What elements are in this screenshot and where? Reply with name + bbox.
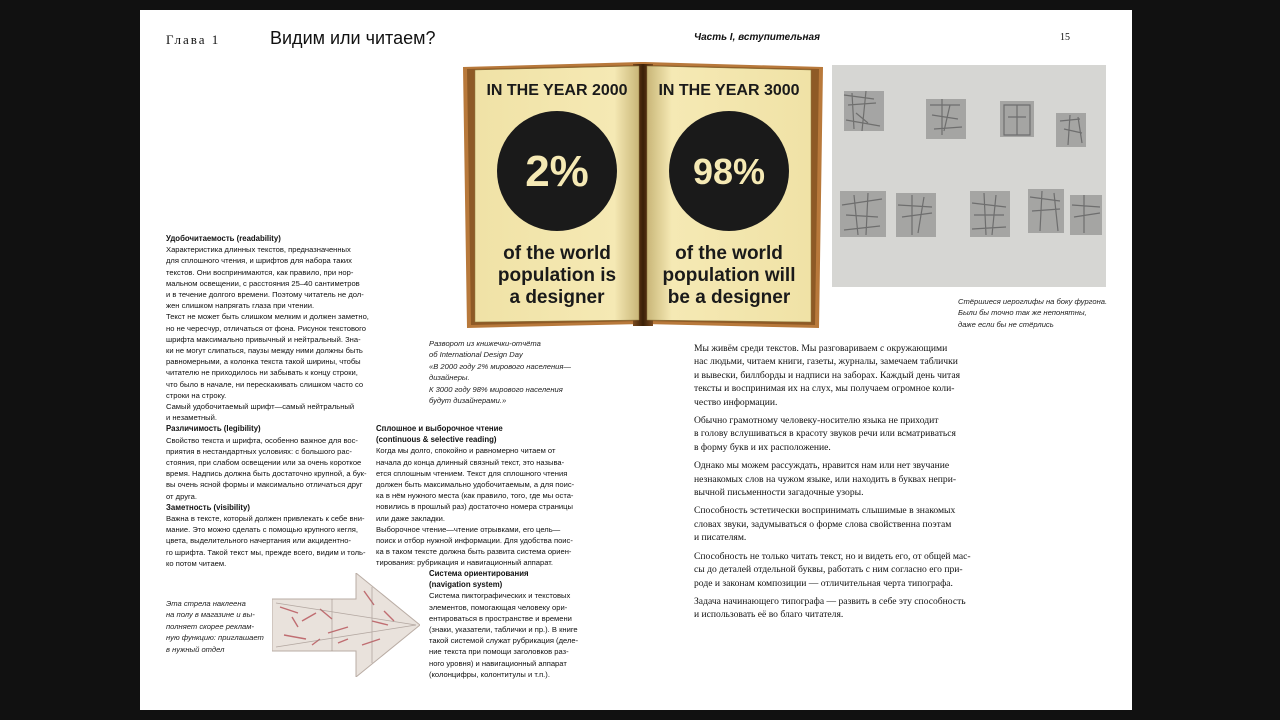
readability-line: строки на строку. [166, 390, 227, 400]
glossary-left-column [166, 233, 376, 569]
navigation-line: ние текста при помощи заголовков раз- [429, 647, 569, 657]
text-line: в форму букв и их расположение. [694, 441, 831, 453]
readability-line: жен слишком напрягать глаза при чтении. [166, 301, 315, 311]
text-line: роде и законам композиции — отличительная черта типографа. [694, 577, 953, 589]
text-line: словах звуки, задумываться о форме слова свойственна поэтам [694, 518, 952, 530]
left-percent: 2% [525, 147, 589, 196]
right-line-2: population will [662, 265, 796, 286]
arrow-caption [166, 598, 264, 655]
reading-heading: (continuous & selective reading) [376, 435, 497, 445]
caption-line: даже если бы не стёрлись [958, 319, 1054, 329]
left-line-1: of the world [503, 243, 611, 264]
main-paragraph [694, 504, 1004, 544]
floor-arrow-image [272, 573, 420, 677]
reading-line: должен быть максимально удобочитаемым, а для поис- [376, 480, 575, 490]
page-number: 15 [1060, 32, 1070, 43]
readability-line: читателю не приходилось ни забывать к концу строки, [166, 368, 358, 378]
legibility-line: Свойство текста и шрифта, особенно важное для вос- [166, 435, 358, 445]
legibility-line: приятия в нестандартных условиях: с большого рас- [166, 446, 352, 456]
text-line: и писателям. [694, 532, 747, 544]
text-line: чество информации. [694, 396, 778, 408]
text-line: нас людьми, читаем книги, газеты, журналы, замечаем таблички [694, 356, 958, 368]
readability-line: Характеристика длинных текстов, предназначенных [166, 245, 351, 255]
photo-caption [958, 296, 1107, 330]
reading-line: или даже закладки. [376, 513, 445, 523]
navigation-line: ного уровня) и навигационный аппарат [429, 658, 567, 668]
navigation-system-note [429, 568, 599, 680]
caption-line: Стёршиеся иероглифы на боку фургона. [958, 297, 1108, 306]
navigation-line: ентироваться в пространстве и времени [429, 613, 572, 623]
navigation-line: (знаки, указатели, таблички и пр.). В книге [429, 625, 578, 635]
left-page-heading: IN THE YEAR 2000 [486, 82, 628, 99]
reading-line: ка в таком тексте должна быть развита система ориен- [376, 547, 572, 557]
readability-line: для сплошного чтения, и шрифтов для набора таких [166, 256, 352, 266]
caption-line: К 3000 году 98% мирового населения [429, 384, 563, 394]
navigation-line: элементов, помогающая человеку ори- [429, 602, 568, 612]
main-paragraph [694, 342, 1004, 409]
readability-line: шрифта максимально привычный и нейтральный. Зна- [166, 334, 361, 344]
chapter-label: Глава 1 [166, 32, 221, 47]
left-line-2: population is [497, 265, 617, 286]
caption-line: в нужный отдел [166, 644, 225, 654]
right-page-heading: IN THE YEAR 3000 [658, 82, 800, 99]
visibility-line: цвета, выделительного начертания или акцидентно- [166, 536, 351, 546]
book-caption [429, 338, 571, 406]
legibility-heading: Различимость (legibility) [166, 424, 261, 434]
caption-line: на полу в магазине и вы- [166, 610, 255, 620]
visibility-line: Важна в тексте, который должен привлекать к себе вни- [166, 514, 365, 524]
visibility-line: ко потом читаем. [166, 558, 227, 568]
book-page [140, 10, 1132, 710]
caption-line: будут дизайнерами.» [429, 396, 507, 406]
text-line: и использовать её во благо читателя. [694, 609, 844, 621]
visibility-line: мание. Это можно сделать с помощью крупного кегля, [166, 525, 359, 535]
reading-line: ется сплошным чтением. Текст для сплошного чтения [376, 468, 568, 478]
reading-line: Когда мы долго, спокойно и равномерно читаем от [376, 446, 556, 456]
readability-line: и незаметный. [166, 413, 217, 423]
main-text [694, 342, 1004, 627]
navigation-line: Система пиктографических и текстовых [429, 591, 571, 601]
text-line: Однако мы можем рассуждать, нравится нам или нет звучание [694, 460, 950, 472]
caption-line: ную функцию: приглашает [166, 633, 264, 643]
readability-line: текстов. Они воспринимаются, как правило, при нор- [166, 267, 354, 277]
reading-line: ка в нём нужного места (как правило, того, где мы оста- [376, 491, 574, 501]
visibility-line: го шрифта. Такой текст мы, прежде всего, видим и толь- [166, 547, 366, 557]
reading-line: Выборочное чтение—чтение отрывками, его цель— [376, 524, 561, 534]
page-title: Видим или читаем? [270, 28, 436, 48]
navigation-heading: Система ориентирования [429, 569, 529, 578]
navigation-heading: (navigation system) [429, 580, 503, 590]
text-line: незнакомых слов на чужом языке, или находить в буквах непри- [694, 473, 957, 485]
text-line: Способность эстетически воспринимать слышимые в знакомых [694, 505, 956, 517]
text-line: Обычно грамотному человеку-носителю языка не приходит [694, 415, 939, 427]
legibility-line: вы очень ясной формы и максимально отличаться друг [166, 480, 363, 490]
caption-line: об International Design Day [429, 350, 523, 360]
text-line: Задача начинающего типографа — развить в себе эту способность [694, 595, 966, 607]
readability-line: равномерными, а колонка текста такой ширины, чтобы [166, 357, 361, 367]
reading-line: поиск и отбор нужной информации. Для удобства поис- [376, 536, 573, 546]
readability-line: Текст не может быть слишком мелким и должен заметно, [166, 312, 369, 322]
readability-line: мальном освещении, с расстояния 25–40 сантиметров [166, 278, 360, 288]
right-line-3: be a designer [667, 287, 791, 308]
visibility-heading: Заметность (visibility) [166, 502, 250, 512]
text-line: сы до деталей отдельной буквы, работать с ним согласно его при- [694, 564, 963, 576]
reading-line: тирования: рубрикация и навигационный аппарат. [376, 558, 554, 568]
legibility-line: стояния, при слабом освещении или за очень короткое [166, 458, 362, 468]
reading-line: начала до конца длинный связный текст, это называ- [376, 457, 565, 467]
text-line: вычной письменности загадочные узоры. [694, 487, 864, 499]
right-percent: 98% [692, 151, 766, 192]
worn-hieroglyphs-photo [832, 65, 1106, 287]
main-paragraph [694, 550, 1004, 590]
reading-line: новились в прошлый раз) достаточно номера страницы [376, 502, 573, 512]
text-line: тексты и воспринимая их на слух, мы получаем огромное коли- [694, 383, 955, 395]
text-line: в голову вслушиваться в красоту звуков речи или всматриваться [694, 428, 956, 440]
text-line: Мы живём среди текстов. Мы разговариваем с окружающими [694, 343, 948, 354]
readability-line: что было в начале, ни перескакивать слишком часто со [166, 379, 364, 389]
reading-heading: Сплошное и выборочное чтение [376, 424, 503, 433]
readability-line: но не чересчур, отличаться от фона. Рисунок текстового [166, 323, 366, 333]
readability-line: Самый удобочитаемый шрифт—самый нейтральный [166, 402, 355, 412]
glossary-middle-column [376, 423, 586, 569]
caption-line: Разворот из книжечки-отчёта [429, 339, 541, 348]
readability-heading: Удобочитаемость (readability) [166, 234, 281, 243]
navigation-line: такой системой служат рубрикация (деле- [429, 636, 579, 646]
legibility-line: от друга. [166, 491, 197, 501]
text-line: и вывески, биллборды и надписи на заборах. Каждый день читая [694, 369, 961, 381]
caption-line: дизайнеры. [429, 373, 470, 383]
caption-line: Эта стрела наклеена [166, 599, 246, 608]
legibility-line: время. Надпись должна быть достаточно крупной, а бук- [166, 469, 367, 479]
main-paragraph [694, 595, 1004, 622]
main-paragraph [694, 414, 1004, 454]
caption-line: Были бы точно так же непонятны, [958, 308, 1087, 318]
right-line-1: of the world [675, 243, 783, 264]
book-spread-image [463, 62, 823, 330]
readability-line: ки не могут слипаться, паузы между ними должны быть [166, 346, 363, 356]
caption-line: полняет скорее реклам- [166, 621, 254, 631]
running-header: Часть I, вступительная [694, 32, 821, 43]
caption-line: «В 2000 году 2% мирового населения— [429, 361, 572, 371]
main-paragraph [694, 459, 1004, 499]
navigation-line: (колонцифры, колонтитулы и т.п.). [429, 669, 550, 679]
text-line: Способность не только читать текст, но и видеть его, от общей мас- [694, 550, 971, 562]
readability-line: и в течение долгого времени. Поэтому читатель не дол- [166, 290, 364, 300]
left-line-3: a designer [509, 287, 605, 308]
